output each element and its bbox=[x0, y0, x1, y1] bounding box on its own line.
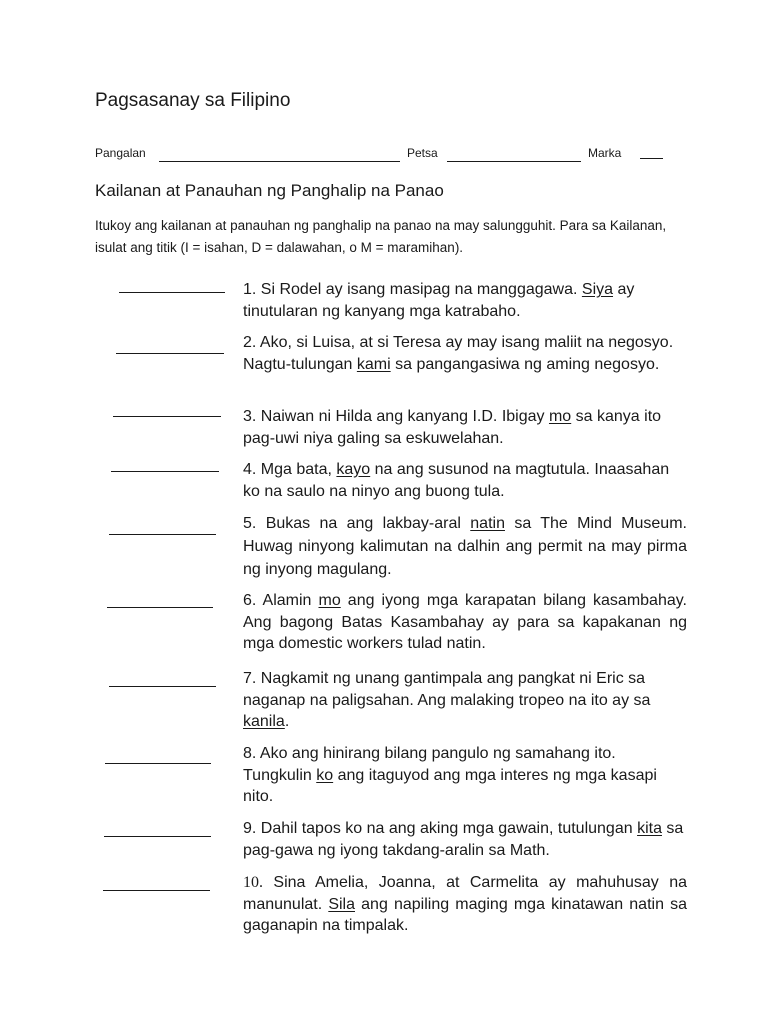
question-after: sa kanya ito pag-uwi niya galing sa eskuwelahan. bbox=[243, 408, 662, 447]
underlined-pronoun: kayo bbox=[336, 461, 371, 478]
question-before: Dahil tapos ko na ang aking mga gawain, tutulungan bbox=[260, 820, 633, 837]
underlined-pronoun: Siya bbox=[581, 281, 614, 298]
name-field[interactable] bbox=[159, 161, 400, 162]
underlined-pronoun: Sila bbox=[328, 895, 355, 913]
question-number: 3. bbox=[243, 408, 257, 425]
question-before: Ako, si Luisa, at si Teresa ay may isang maliit na negosyo. Nagtu-tulungan bbox=[243, 334, 674, 373]
question-number: 5. bbox=[243, 515, 257, 532]
date-label: Petsa bbox=[407, 146, 438, 160]
question-number: 8. bbox=[243, 745, 257, 762]
question-after: ang iyong mga karapatan bilang kasambahay. Ang bagong Batas Kasambahay ay para sa kapakanan ng mga domestic workers tulad natin. bbox=[243, 592, 688, 652]
answer-blank[interactable] bbox=[109, 534, 216, 535]
question-after: sa pangangasiwa ng aming negosyo. bbox=[395, 355, 660, 373]
question-after: ang napiling maging mga kinatawan natin sa gaganapin na timpalak. bbox=[243, 895, 688, 934]
question-before: Mga bata, bbox=[260, 461, 332, 478]
question-before: Si Rodel ay isang masipag na manggagawa. bbox=[260, 281, 578, 298]
answer-blank[interactable] bbox=[111, 471, 219, 472]
answer-blank[interactable] bbox=[119, 292, 225, 293]
question-text bbox=[243, 279, 687, 322]
underlined-pronoun: kita bbox=[637, 820, 662, 837]
underlined-pronoun: kanila bbox=[243, 713, 285, 730]
answer-blank[interactable] bbox=[107, 607, 213, 608]
answer-blank[interactable] bbox=[113, 416, 221, 417]
question-before: Ako ang hinirang bilang pangulo ng samahang ito. Tungkulin bbox=[243, 745, 616, 784]
question-number: 7. bbox=[243, 670, 257, 687]
question-number: 9. bbox=[243, 820, 257, 837]
score-field[interactable] bbox=[640, 158, 663, 159]
question-text bbox=[243, 743, 687, 808]
question-before: Alamin bbox=[262, 592, 312, 609]
question-number: 6. bbox=[243, 592, 257, 609]
question-number: 4. bbox=[243, 461, 257, 478]
question-number: 1. bbox=[243, 281, 257, 298]
question-text bbox=[243, 590, 687, 655]
question-text bbox=[243, 406, 687, 449]
underlined-pronoun: mo bbox=[318, 592, 341, 609]
answer-blank[interactable] bbox=[103, 890, 210, 891]
section-title: Kailanan at Panauhan ng Panghalip na Panao bbox=[95, 181, 444, 200]
answer-blank[interactable] bbox=[116, 353, 224, 354]
question-before: Naiwan ni Hilda ang kanyang I.D. Ibigay bbox=[260, 408, 545, 425]
question-number: 2. bbox=[243, 334, 257, 351]
instructions: Itukoy ang kailanan at panauhan ng panghalip na panao na may salungguhit. Para sa Kailanan, isulat ang titik (I = isahan, D = dalawahan, o M = maramihan). bbox=[95, 218, 667, 255]
question-after: ang itaguyod ang mga interes ng mga kasapi nito. bbox=[243, 766, 657, 805]
date-field[interactable] bbox=[447, 161, 581, 162]
question-after: sa The Mind Museum. Huwag ninyong kalimutan na dalhin ang permit na may pirma ng inyong magulang. bbox=[243, 515, 687, 578]
question-after: ay tinutularan ng kanyang mga katrabaho. bbox=[243, 281, 635, 320]
underlined-pronoun: ko bbox=[316, 766, 334, 784]
underlined-pronoun: natin bbox=[470, 515, 505, 532]
question-text bbox=[243, 332, 687, 375]
question-after: . bbox=[284, 713, 290, 730]
question-after: na ang susunod na magtutula. Inaasahan ko na saulo na ninyo ang buong tula. bbox=[243, 461, 670, 500]
answer-blank[interactable] bbox=[105, 763, 211, 764]
question-text bbox=[243, 459, 687, 502]
score-label: Marka bbox=[588, 146, 622, 160]
name-label: Pangalan bbox=[95, 146, 146, 160]
question-before: Sina Amelia, Joanna, at Carmelita ay mahuhusay na manunulat. bbox=[243, 874, 687, 913]
question-before: Nagkamit ng unang gantimpala ang pangkat ni Eric sa naganap na paligsahan. Ang malaking tropeo na ito ay sa bbox=[243, 670, 651, 709]
answer-blank[interactable] bbox=[109, 686, 216, 687]
question-text bbox=[243, 512, 687, 581]
question-text bbox=[243, 668, 687, 733]
question-after: sa pag-gawa ng iyong takdang-aralin sa Math. bbox=[243, 820, 684, 859]
question-text bbox=[243, 818, 687, 861]
underlined-pronoun: kami bbox=[356, 355, 391, 373]
question-text bbox=[243, 872, 687, 937]
page-title: Pagsasanay sa Filipino bbox=[95, 90, 291, 111]
question-number: 10. bbox=[243, 874, 263, 891]
answer-blank[interactable] bbox=[104, 836, 211, 837]
question-before: Bukas na ang lakbay-aral bbox=[265, 515, 461, 532]
underlined-pronoun: mo bbox=[548, 408, 572, 425]
